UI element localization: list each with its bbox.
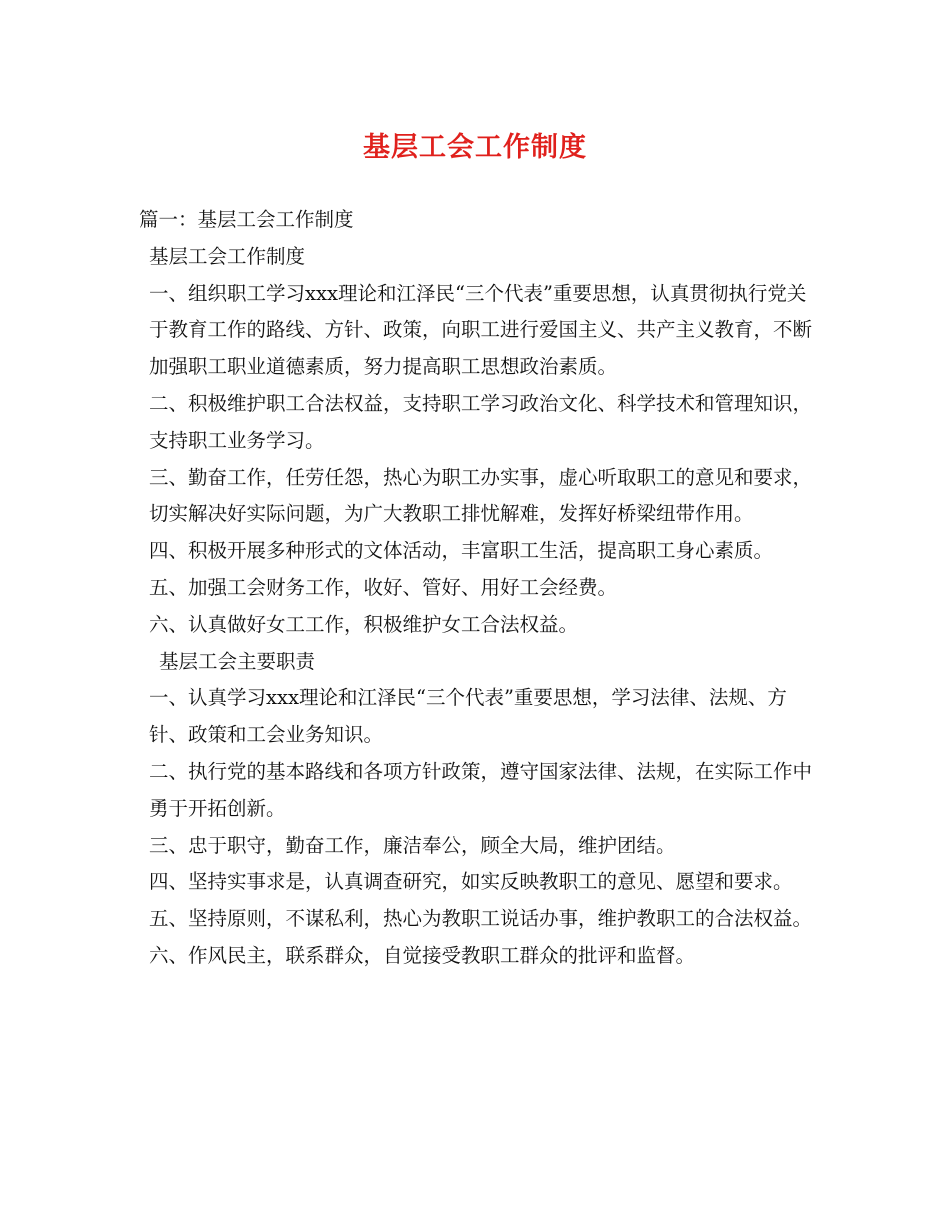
paragraph: 四、积极开展多种形式的文体活动，丰富职工生活，提高职工身心素质。 [149, 539, 774, 563]
paragraph: 六、作风民主，联系群众，自觉接受教职工群众的批评和监督。 [149, 943, 696, 967]
section-heading: 基层工会工作制度 [149, 244, 306, 268]
paragraph: 五、坚持原则，不谋私利，热心为教职工说话办事，维护教职工的合法权益。 [149, 907, 813, 931]
document-title: 基层工会工作制度 [363, 132, 587, 163]
document-body [139, 202, 819, 975]
paragraph: 五、加强工会财务工作，收好、管好、用好工会经费。 [149, 575, 618, 599]
paragraph: 二、积极维护职工合法权益，支持职工学习政治文化、科学技术和管理知识，支持职工业务学习。 [149, 391, 813, 452]
paragraph: 三、忠于职守，勤奋工作，廉洁奉公，顾全大局，维护团结。 [149, 833, 676, 857]
paragraph: 一、认真学习xxx理论和江泽民“三个代表”重要思想，学习法律、法规、方针、政策和工会业务知识。 [149, 686, 787, 747]
paragraph: 四、坚持实事求是，认真调查研究，如实反映教职工的意见、愿望和要求。 [149, 870, 793, 894]
paragraph: 一、组织职工学习xxx理论和江泽民“三个代表”重要思想，认真贯彻执行党关于教育工作的路线、方针、政策，向职工进行爱国主义、共产主义教育，不断加强职工职业道德素质，努力提高职工思想政治素质。 [149, 281, 813, 379]
chapter-heading: 篇一：基层工会工作制度 [139, 208, 354, 231]
section-heading: 基层工会主要职责 [159, 649, 316, 673]
paragraph: 六、认真做好女工工作，积极维护女工合法权益。 [149, 612, 579, 636]
paragraph: 二、执行党的基本路线和各项方针政策，遵守国家法律、法规，在实际工作中勇于开拓创新。 [149, 759, 813, 820]
paragraph: 三、勤奋工作，任劳任怨，热心为职工办实事，虚心听取职工的意见和要求，切实解决好实际问题，为广大教职工排忧解难，发挥好桥梁纽带作用。 [149, 465, 813, 526]
